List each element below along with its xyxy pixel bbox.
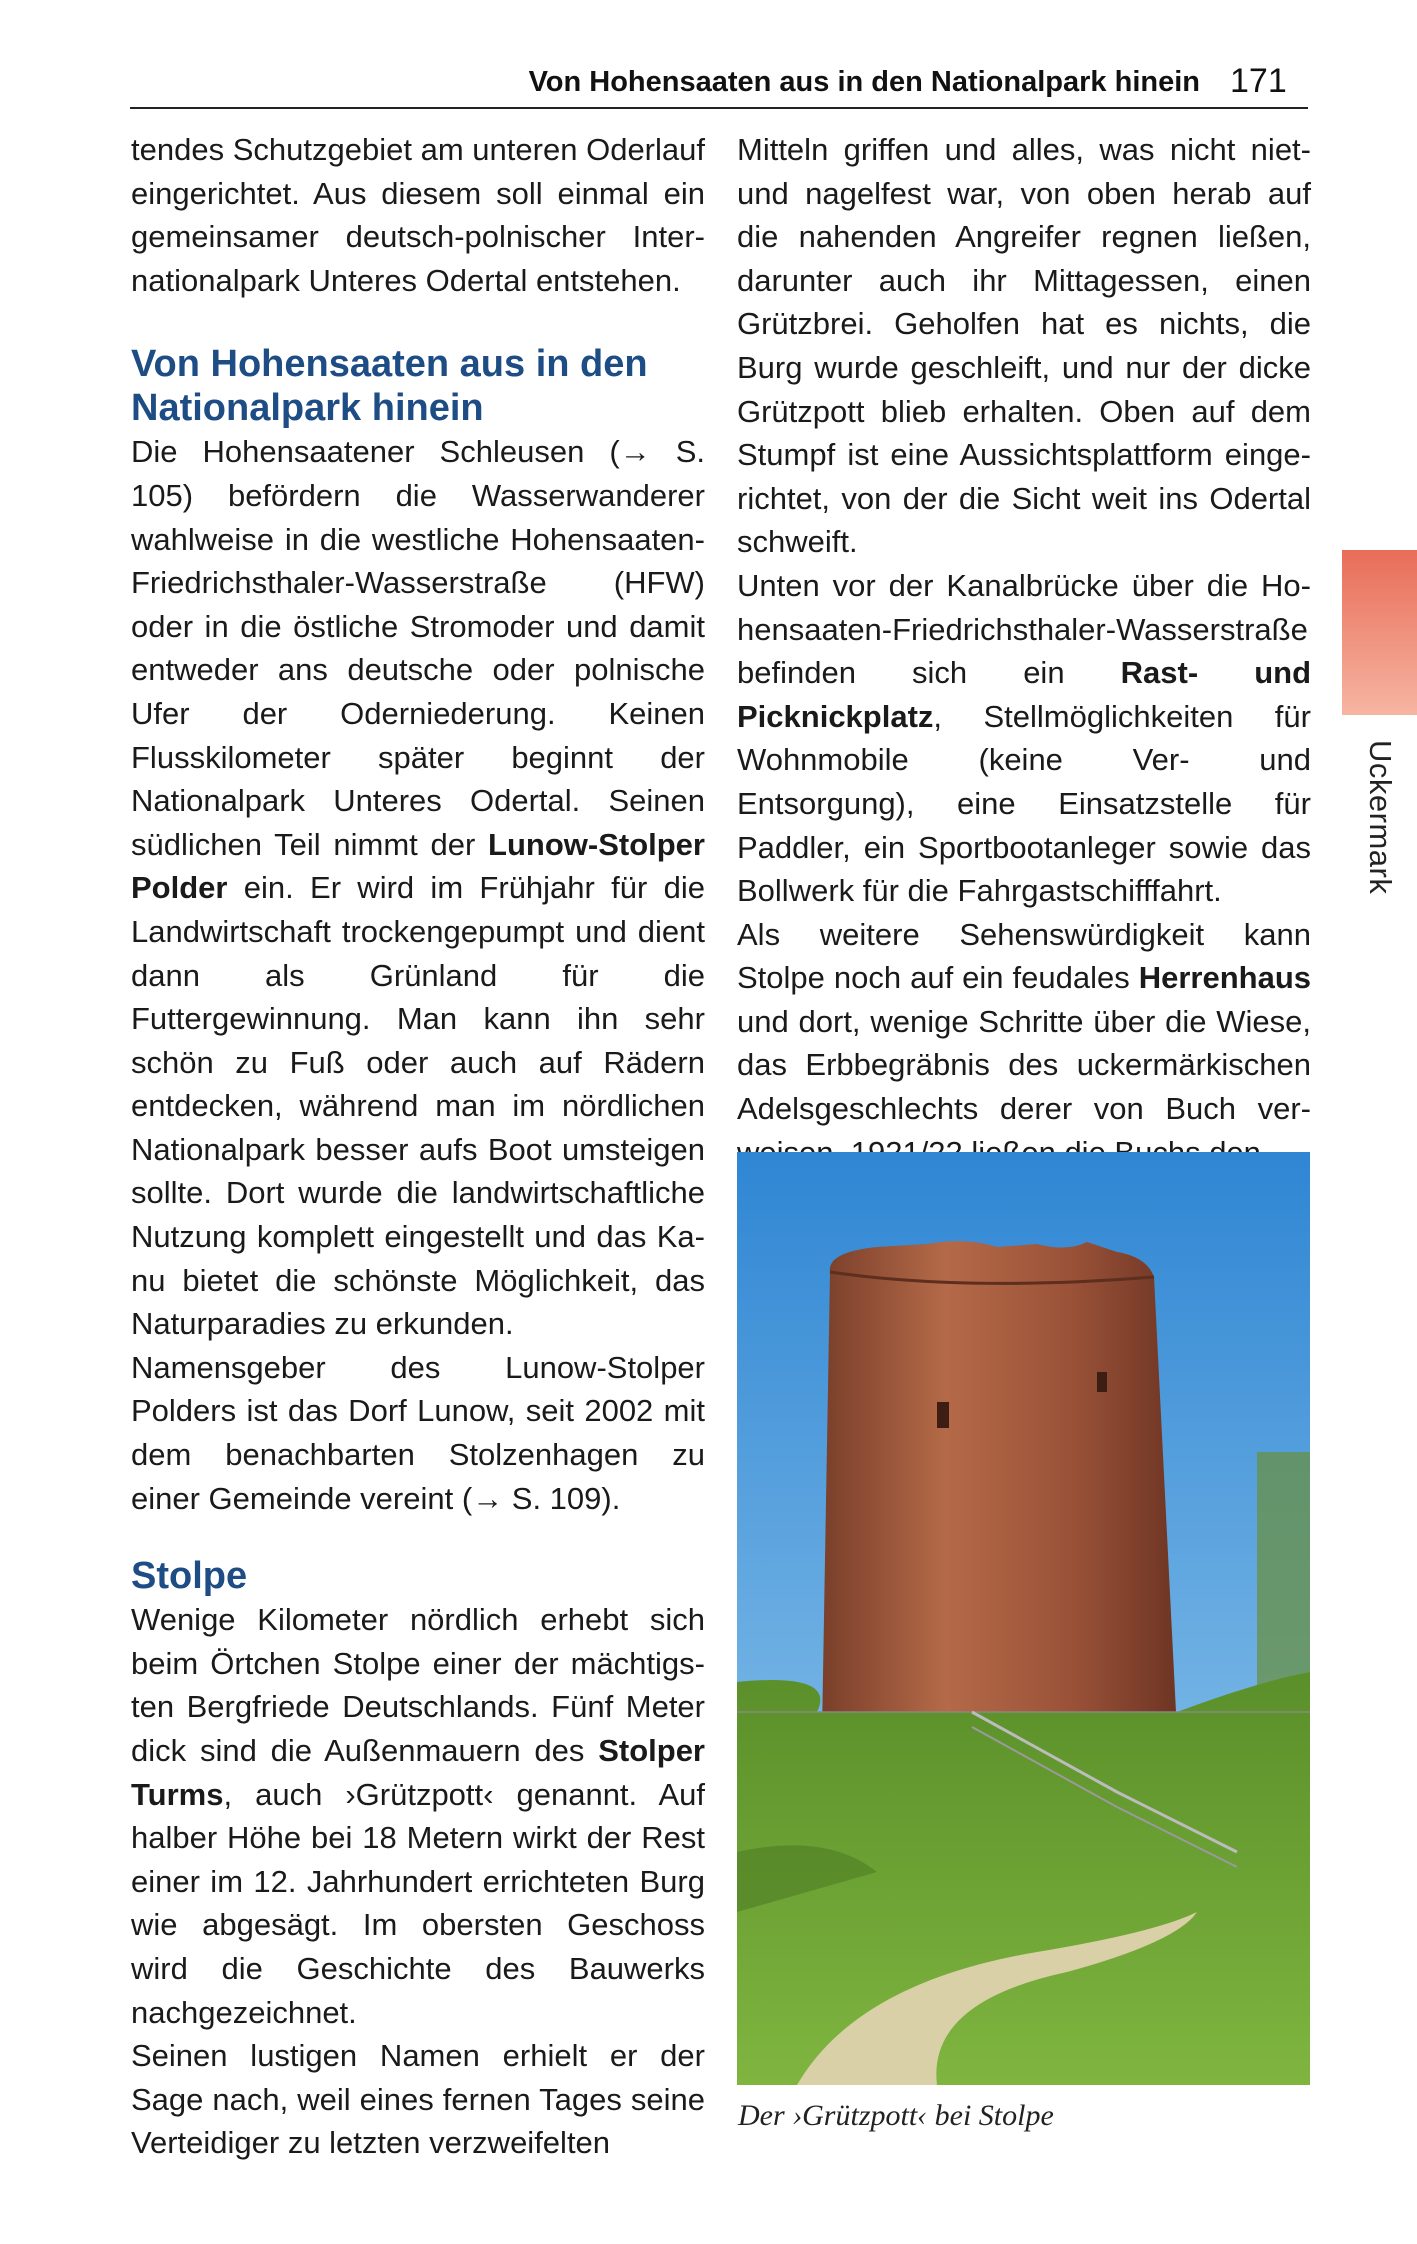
bold-rastplatz: Rast- und Picknickplatz xyxy=(737,655,1312,734)
bold-stolper-turms: Stolper Turms xyxy=(131,1733,705,1812)
header-rule xyxy=(130,107,1308,109)
photo-caption: Der ›Grützpott‹ bei Stolpe xyxy=(738,2099,1054,2132)
text-run: Unten vor der Kanalbrücke über die Hohensaaten-Friedrichsthaler-Wasserstraße befinden sich ein xyxy=(737,567,1311,691)
text-run: Wenige Kilometer nördlich erhebt sich beim Örtchen Stolpe einer der mächtigsten Bergfriede Deutschlands. Fünf Meter dick sind die Außenmauern des xyxy=(131,1602,705,1768)
bold-lunow-stolper-polder: Lunow-Stolper Polder xyxy=(131,826,705,906)
text-run: Als weitere Sehenswürdigkeit kann Stolpe noch auf ein feudales xyxy=(737,916,1311,996)
text-run: und dort, wenige Schritte über die Wiese, das Erbbegräbnis des uckermärkischen Adelsgeschlechts derer von Buch ver xyxy=(737,1003,1311,1127)
paragraph-namensgeber: Namensgeber des Lunow-Stolper Polders ist das Dorf Lunow, seit 2002 mit dem benachbarten Stolzenhagen zu einer Gemeinde vereint (→ S. 109). xyxy=(131,1349,705,1516)
bold-herrenhaus: Herrenhaus xyxy=(1138,960,1311,996)
side-tab xyxy=(1342,550,1417,715)
paragraph-sage: Seinen lustigen Namen erhielt er der Sage nach, weil eines fernen Tages seine Verteidiger zu letzten verzweifelten xyxy=(131,2038,705,2161)
paragraph-stolper-turm xyxy=(131,1598,705,2034)
text-run: Die Hohensaatener Schleusen (→ S. 105) befördern die Wasserwanderer wahlweise in die westliche Hohensaaten-Friedrichsthaler-Wasserstraße (HFW) oder in die östliche Stromoder und damit entweder ans deutsche oder polnische Ufer der Oderniederung. Keinen Flusskilometer später beginnt der Nationalpark Unteres Odertal. Seinen südlichen Teil nimmt der xyxy=(131,434,705,862)
text-run: , Stellmöglichkeiten für Wohnmobile (keine Ver- und Entsorgung), eine Einsatzstelle für Paddler, ein Sportbootanleger sowie das Bollwerk für die Fahrgastschifffahrt. xyxy=(737,698,1311,909)
paragraph-kanalbruecke xyxy=(737,564,1311,913)
paragraph-schutzgebiet: tendes Schutzgebiet am unteren Oderlauf eingerichtet. Aus diesem soll einmal ein gemeinsamer deutsch-polnischer Internationalpark Unteres Odertal entstehen. xyxy=(131,132,705,298)
left-column xyxy=(131,128,705,2165)
heading-stolpe: Stolpe xyxy=(131,1555,248,1598)
right-column xyxy=(737,128,1311,1174)
side-tab-label: Uckermark xyxy=(1363,740,1398,895)
tower-photo xyxy=(737,1152,1310,2085)
heading-nationalpark: Von Hohensaaten aus in den Nationalpark hinein xyxy=(131,343,648,430)
page-number: 171 xyxy=(1230,62,1287,100)
text-run: , auch ›Grützpott‹ genannt. Auf halber Höhe bei 18 Metern wirkt der Rest einer im 12. Jahrhundert errichteten Burg wie abgesägt. Im obersten Geschoss wird die Geschichte des Bauwerks nachgezeichnet. xyxy=(131,1776,705,2030)
paragraph-schleusen xyxy=(131,430,705,1345)
paragraph-herrenhaus xyxy=(737,913,1311,1175)
paragraph-mitteln: Mitteln griffen und alles, was nicht niet- und nagelfest war, von oben herab auf die nahenden Angreifer regnen ließen, darunter auch ihr Mittagessen, einen Grützbrei. Geholfen hat es nichts, die Burg wurde geschleift, und nur der dicke Grützpott blieb erhalten. Oben auf dem Stumpf ist eine Aussichtsplattform eingerichtet, von der die Sicht weit ins Odertal schweift. xyxy=(737,132,1311,560)
text-run: ein. Er wird im Frühjahr für die Landwirtschaft trockengepumpt und dient dann als Grünland für die Futtergewinnung. Man kann ihn sehr schön zu Fuß oder auch auf Rädern entdecken, während man im nördlichen Nationalpark besser aufs Boot umsteigen sollte. Dort wurde die landwirtschaftliche Nutzung komplett eingestellt und das Kanu bietet die schönste Möglichkeit, das Naturparadies zu erkunden. xyxy=(131,870,705,1342)
running-header-title: Von Hohensaaten aus in den Nationalpark hinein xyxy=(528,66,1200,98)
